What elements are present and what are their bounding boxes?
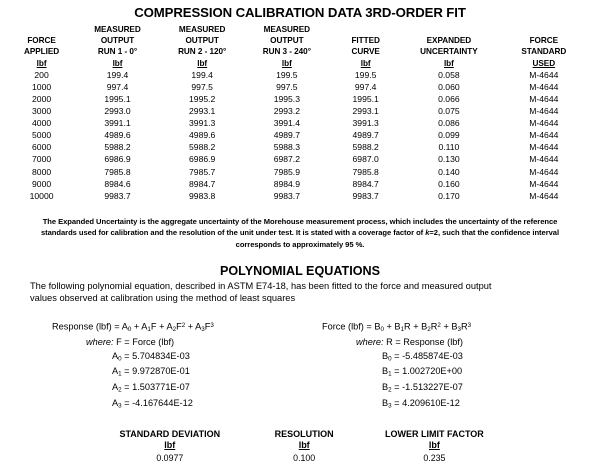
where-text-left: F = Force (lbf): [116, 337, 175, 348]
cell-fitted-curve: 6987.0: [352, 154, 379, 165]
cell-fitted-curve: 9983.7: [352, 190, 379, 201]
cell-force-standard: M-4644: [529, 94, 559, 104]
note-line-2-part-b: =2, such that the confidence interval: [429, 228, 560, 238]
cell-expanded-uncertainty: 0.066: [438, 94, 460, 104]
header-row-units: [8, 58, 592, 69]
cell-fitted-curve: 8984.7: [352, 178, 379, 189]
cell-fitted-curve: 4989.7: [352, 130, 379, 141]
col-unit-run3: lbf: [281, 58, 292, 68]
cell-run1: 199.4: [106, 69, 129, 80]
cell-force-applied: 5000: [32, 130, 52, 141]
table-header: [8, 24, 592, 69]
cell-fitted-curve: 5988.2: [352, 142, 379, 153]
cell-force-applied: 2000: [32, 94, 52, 104]
cell-force-standard: M-4644: [529, 166, 559, 177]
cell-force-standard: M-4644: [529, 190, 559, 201]
cell-force-standard: M-4644: [529, 81, 559, 92]
note-line-2: [12, 227, 588, 239]
col-unit-force-standard: USED: [532, 58, 556, 68]
cell-expanded-uncertainty: 0.170: [438, 190, 460, 201]
col-header-run3-l2: OUTPUT: [270, 36, 304, 46]
cell-run2: 9983.8: [189, 190, 216, 201]
col-header-force-applied-l3: APPLIED: [24, 47, 60, 57]
intro-line-2: values observed at calibration using the method of least squares: [30, 293, 296, 304]
cell-run3: 1995.3: [273, 94, 300, 104]
cell-force-standard: M-4644: [529, 106, 559, 117]
cell-force-standard: M-4644: [529, 69, 559, 80]
cell-force-standard: M-4644: [529, 142, 559, 153]
cell-expanded-uncertainty: 0.140: [438, 166, 460, 177]
cell-run2: 997.5: [191, 81, 213, 92]
col-header-fitted-curve-l3: CURVE: [351, 47, 380, 57]
coefficient-b0: $B_0 = -5.485874E-03$: [382, 350, 463, 362]
cell-expanded-uncertainty: 0.130: [438, 154, 460, 165]
response-equation: Response $(lbf) = A_0 + A_1F + A_2F^2 + A_3F^3$: [52, 321, 214, 333]
col-unit-expanded-uncertainty: lbf: [443, 58, 454, 68]
cell-fitted-curve: 7985.8: [352, 166, 379, 177]
polynomial-intro: [30, 280, 570, 305]
cell-expanded-uncertainty: 0.058: [438, 69, 460, 80]
col-header-run2-l1: MEASURED: [178, 25, 226, 34]
stats-unit-row: [90, 440, 510, 451]
header-row-line1: [8, 24, 592, 35]
col-header-force-applied-l1: [8, 24, 75, 35]
force-equation-lead: Force (lbf) = B: [322, 321, 381, 332]
equations-container: [8, 319, 592, 413]
intro-line-1: The following polynomial equation, described in ASTM E74-18, has been fitted to the force and measured output: [30, 280, 492, 291]
cell-fitted-curve: 199.5: [354, 69, 377, 80]
cell-run2: 4989.6: [189, 130, 216, 141]
stat-value-standard-deviation: 0.0977: [156, 452, 184, 463]
coefficient-a1-value: 9.972870E-01: [132, 366, 190, 377]
col-header-expanded-uncertainty-l3: UNCERTAINTY: [420, 47, 478, 57]
coefficient-b3-value: 4.209610E-12: [402, 397, 460, 408]
cell-force-applied: 10000: [29, 190, 54, 201]
col-header-force-standard-l2: FORCE: [529, 36, 559, 46]
cell-run3: 5988.3: [273, 142, 300, 153]
col-header-run2-l3: RUN 2 - 120°: [178, 47, 227, 57]
cell-expanded-uncertainty: 0.099: [438, 130, 460, 141]
coefficient-b1-value: 1.002720E+00: [402, 366, 463, 377]
table-row: [8, 153, 592, 165]
cell-run3: 199.5: [276, 69, 298, 80]
cell-run3: 4989.7: [273, 130, 300, 141]
coefficient-b3: $B_3 = 4.209610E-12$: [382, 397, 460, 410]
table-row: [8, 166, 592, 178]
table-row: [8, 105, 592, 117]
col-unit-run2: lbf: [197, 58, 208, 68]
col-unit-force-applied: lbf: [36, 58, 47, 68]
cell-run1: 1995.1: [104, 94, 131, 104]
cell-run2: 2993.1: [189, 106, 216, 117]
table-row: [8, 93, 592, 105]
table-row: [8, 178, 592, 190]
coefficient-b1: $B_1 = 1.002720E+00$: [382, 366, 463, 378]
cell-expanded-uncertainty: 0.160: [438, 178, 460, 189]
document-title: COMPRESSION CALIBRATION DATA 3RD-ORDER FIT: [134, 5, 466, 20]
cell-run1: 8984.6: [104, 178, 131, 189]
summary-statistics-table: [90, 429, 510, 464]
cell-run1: 6986.9: [104, 154, 131, 165]
cell-fitted-curve: 1995.1: [352, 94, 379, 104]
stat-value-lower-limit-factor: 0.235: [423, 452, 446, 463]
cell-run2: 199.4: [191, 69, 213, 80]
cell-run1: 5988.2: [104, 142, 131, 153]
stats-value-row: [90, 452, 510, 464]
col-header-fitted-curve-l2: FITTED: [351, 36, 380, 46]
col-header-force-applied-l2: FORCE: [27, 36, 56, 46]
cell-force-standard: M-4644: [529, 118, 559, 129]
polynomial-equations-title: POLYNOMIAL EQUATIONS: [219, 263, 380, 278]
force-equation-block: [300, 319, 592, 413]
cell-run1: 9983.7: [104, 190, 131, 201]
col-unit-fitted-curve: lbf: [360, 58, 371, 68]
cell-run2: 5988.2: [189, 142, 216, 153]
coefficient-b2-value: -1.513227E-07: [402, 382, 463, 393]
cell-force-standard: M-4644: [529, 178, 559, 189]
response-equation-block: [8, 319, 300, 413]
cell-run1: 997.4: [106, 81, 129, 92]
col-header-force-standard-l3: STANDARD: [521, 47, 567, 57]
cell-run2: 8984.7: [189, 178, 216, 189]
stats-header-row: [90, 429, 510, 440]
cell-run3: 997.5: [276, 81, 298, 92]
cell-run2: 3991.3: [189, 118, 216, 129]
where-label-left: where:: [86, 337, 114, 348]
cell-force-applied: 8000: [32, 166, 52, 177]
cell-force-standard: M-4644: [529, 154, 559, 165]
cell-force-applied: 7000: [32, 154, 52, 165]
force-equation: Force $(lbf) = B_0 + B_1R + B_2R^2 + B_3R^3$: [322, 321, 472, 333]
cell-run2: 6986.9: [189, 154, 216, 165]
table-row: [8, 81, 592, 93]
expanded-uncertainty-note: [12, 216, 588, 251]
calibration-data-table: [8, 24, 592, 202]
cell-run2: 7985.7: [189, 166, 216, 177]
table-row: [8, 190, 592, 202]
header-row-line2: [8, 35, 592, 46]
force-where-line: [322, 336, 592, 349]
cell-expanded-uncertainty: 0.110: [438, 142, 460, 153]
cell-run2: 1995.2: [189, 94, 216, 104]
coefficient-b2: $B_2 = -1.513227E-07$: [382, 382, 463, 394]
coefficient-a0: $A_0 = 5.704834E-03$: [112, 350, 190, 362]
col-header-run3-l3: RUN 3 - 240°: [262, 47, 311, 57]
cell-force-standard: M-4644: [529, 130, 559, 141]
cell-run3: 8984.9: [273, 178, 300, 189]
note-line-2-part-a: standards used for calibration and the resolution of the unit under test. It is stated with a coverage factor of: [40, 228, 426, 238]
col-header-expanded-uncertainty-l1: [402, 24, 495, 35]
stat-unit-resolution: lbf: [298, 440, 310, 451]
coefficient-a3: $A_3 = -4.167644E-12$: [112, 397, 193, 410]
cell-force-applied: 9000: [32, 178, 52, 189]
table-row: [8, 141, 592, 153]
coefficient-a1: $A_1 = 9.972870E-01$: [112, 366, 190, 378]
stat-value-resolution: 0.100: [293, 452, 316, 463]
header-row-line3: [8, 46, 592, 57]
cell-run1: 4989.6: [104, 130, 131, 141]
where-label-right: where:: [356, 337, 384, 348]
cell-expanded-uncertainty: 0.060: [438, 81, 460, 92]
stat-header-lower-limit-factor: LOWER LIMIT FACTOR: [384, 428, 484, 439]
response-where-line: [52, 336, 300, 349]
cell-force-applied: 1000: [32, 81, 52, 92]
where-text-right: R = Response (lbf): [386, 337, 463, 348]
cell-expanded-uncertainty: 0.075: [438, 106, 460, 117]
cell-force-applied: 200: [34, 69, 49, 80]
coefficient-a3-value: -4.167644E-12: [132, 397, 193, 408]
col-header-expanded-uncertainty-l2: EXPANDED: [426, 36, 472, 46]
stat-header-standard-deviation: STANDARD DEVIATION: [119, 428, 221, 439]
note-line-3: corresponds to approximately 95 %.: [235, 240, 365, 250]
cell-force-applied: 4000: [32, 118, 52, 129]
col-header-run1-l2: OUTPUT: [100, 36, 135, 46]
table-row: [8, 117, 592, 129]
col-header-fitted-curve-l1: [329, 24, 402, 35]
cell-fitted-curve: 997.4: [354, 81, 377, 92]
col-header-run1-l1: MEASURED: [94, 25, 141, 34]
cell-run3: 3991.4: [273, 118, 300, 129]
calibration-report-page: [0, 5, 600, 470]
col-header-run3-l1: MEASURED: [263, 25, 311, 34]
stat-unit-lower-limit-factor: lbf: [428, 440, 440, 451]
note-line-1: The Expanded Uncertainty is the aggregate uncertainty of the Morehouse measurement process, which includes the uncertainty of the reference: [42, 216, 558, 226]
cell-run1: 2993.0: [104, 106, 131, 117]
coefficient-a2: $A_2 = 1.503771E-07$: [112, 382, 190, 394]
response-equation-lead: Response (lbf) = A: [52, 321, 128, 332]
cell-run3: 2993.2: [273, 106, 300, 117]
cell-force-applied: 3000: [32, 106, 52, 117]
col-unit-run1: lbf: [112, 58, 123, 68]
coefficient-b0-value: -5.485874E-03: [402, 350, 463, 361]
table-row: [8, 69, 592, 81]
cell-run1: 3991.1: [104, 118, 131, 129]
coefficient-a2-value: 1.503771E-07: [132, 382, 190, 393]
cell-expanded-uncertainty: 0.086: [438, 118, 460, 129]
cell-run3: 7985.9: [273, 166, 300, 177]
stat-unit-standard-deviation: lbf: [164, 440, 176, 451]
col-header-run2-l2: OUTPUT: [185, 36, 219, 46]
cell-run3: 6987.2: [273, 154, 300, 165]
stat-header-resolution: RESOLUTION: [274, 428, 334, 439]
col-header-run1-l3: RUN 1 - 0°: [97, 47, 138, 57]
cell-fitted-curve: 3991.3: [352, 118, 379, 129]
cell-fitted-curve: 2993.1: [352, 106, 379, 117]
col-header-force-standard-l1: [496, 24, 592, 35]
table-body: [8, 69, 592, 202]
coefficient-a0-value: 5.704834E-03: [132, 350, 190, 361]
cell-run1: 7985.8: [104, 166, 131, 177]
cell-run3: 9983.7: [273, 190, 300, 201]
table-row: [8, 129, 592, 141]
cell-force-applied: 6000: [32, 142, 52, 153]
coverage-factor-symbol: k: [425, 228, 430, 238]
